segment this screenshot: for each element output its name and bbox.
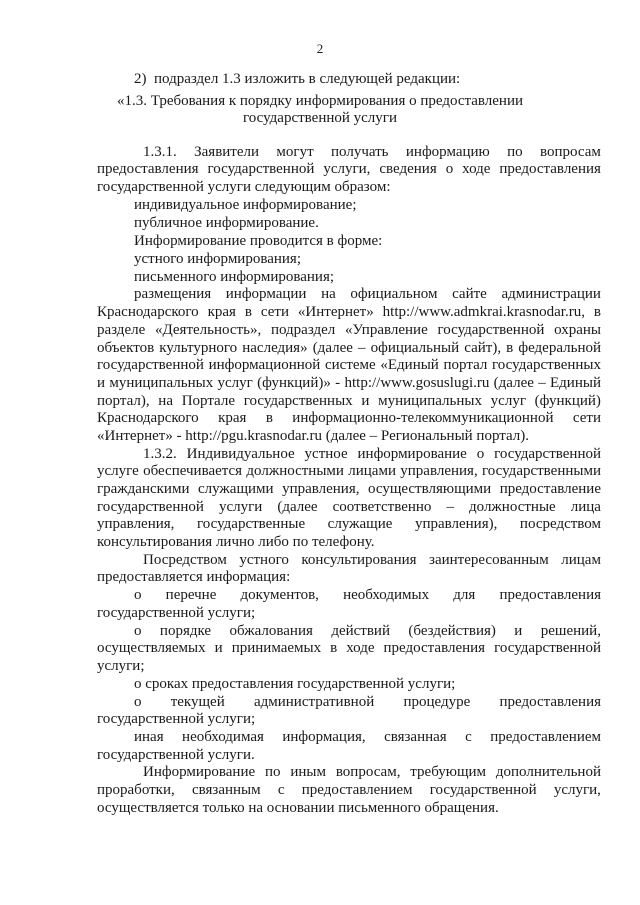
- word: о: [134, 694, 142, 710]
- word: услуги,: [323, 161, 371, 177]
- word: государственными: [482, 463, 601, 479]
- word: документов,: [240, 587, 319, 603]
- word: информацию: [405, 144, 490, 160]
- text-line: государственной услуги: [243, 110, 397, 126]
- word: обеспечивается: [143, 463, 243, 479]
- word: на: [321, 286, 336, 302]
- word: связанная: [384, 729, 447, 745]
- text-line: [97, 515, 601, 533]
- text-line: 2) подраздел 1.3 изложить в следующей редакции:: [134, 71, 461, 87]
- word: муниципальных: [378, 393, 482, 409]
- word: решений,: [540, 623, 601, 639]
- word: иная: [134, 729, 164, 745]
- word: предоставление: [499, 481, 601, 497]
- text-line: предоставляется информация:: [97, 569, 291, 585]
- word: предоставлением: [490, 729, 601, 745]
- word: государственной: [437, 322, 545, 338]
- word: управления,: [282, 481, 360, 497]
- word: лицам: [561, 552, 601, 568]
- word: в: [506, 340, 514, 356]
- word: портал),: [97, 393, 150, 409]
- word: получать: [331, 144, 389, 160]
- word: подраздел: [270, 322, 336, 338]
- word: дополнительной: [495, 764, 601, 780]
- word: связанным: [191, 782, 261, 798]
- word: (функций)»: [257, 375, 331, 391]
- word: требующим: [410, 764, 487, 780]
- text-line: индивидуальное информирование;: [134, 197, 357, 213]
- text-line: [97, 392, 601, 410]
- word: федеральной: [518, 340, 601, 356]
- text-line: [97, 303, 601, 321]
- word: «Управление: [345, 322, 428, 338]
- word: о: [445, 161, 454, 177]
- word: «Единый: [380, 357, 439, 373]
- text-line: [143, 445, 601, 463]
- word: Единый: [550, 375, 601, 391]
- word: необходимых: [343, 587, 430, 603]
- word: «Деятельность»,: [154, 322, 262, 338]
- word: и: [214, 640, 223, 656]
- word: информирование: [357, 446, 467, 462]
- word: информации: [225, 286, 307, 302]
- word: вопросам,: [335, 764, 401, 780]
- text-line: [134, 285, 601, 303]
- text-line: письменного информирования;: [134, 269, 335, 285]
- word: Информирование: [143, 764, 256, 780]
- word: о: [476, 446, 485, 462]
- text-line: [97, 781, 601, 799]
- word: посредством: [519, 516, 601, 532]
- word: официальном: [350, 286, 438, 302]
- text-line: [97, 409, 601, 427]
- word: текущей: [170, 694, 225, 710]
- word: для: [453, 587, 476, 603]
- word: предоставления: [499, 161, 601, 177]
- word: -: [335, 375, 341, 391]
- text-line: [97, 639, 601, 657]
- word: наследия»: [242, 340, 308, 356]
- text-line: [97, 321, 601, 339]
- word: консультирования: [301, 552, 417, 568]
- text-line: [134, 586, 601, 604]
- word: заинтересованным: [429, 552, 549, 568]
- word: на: [158, 393, 173, 409]
- word: размещения: [134, 286, 212, 302]
- word: (далее: [277, 499, 318, 515]
- word: устного: [239, 552, 289, 568]
- word: государственные: [196, 516, 306, 532]
- text-line: [97, 356, 601, 374]
- word: 1.3.2.: [143, 446, 177, 462]
- word: государственных: [492, 357, 601, 373]
- word: о: [134, 623, 142, 639]
- word: устное: [304, 446, 348, 462]
- text-line: [97, 480, 601, 498]
- text-line: [134, 728, 601, 746]
- word: муниципальных: [109, 375, 214, 391]
- text-line: «Интернет» - http://pgu.krasnodar.ru (далее – Региональный портал).: [97, 428, 530, 444]
- word: предоставления: [383, 640, 486, 656]
- word: сети: [260, 304, 289, 320]
- word: в: [330, 640, 338, 656]
- word: сети: [572, 410, 601, 426]
- word: портал: [443, 357, 488, 373]
- word: –: [538, 375, 546, 391]
- word: http://www.admkrai.krasnodar.ru,: [382, 304, 585, 320]
- word: объектов: [97, 340, 155, 356]
- text-line: [143, 551, 601, 569]
- word: края: [207, 304, 236, 320]
- text-line: государственной услуги.: [97, 747, 255, 763]
- text-line: [143, 763, 601, 781]
- word: информационной: [208, 357, 321, 373]
- word: с: [277, 782, 285, 798]
- word: лицами: [348, 463, 396, 479]
- word: по: [507, 144, 523, 160]
- word: должностные: [469, 499, 556, 515]
- text-line: устного информирования;: [134, 251, 301, 267]
- word: обжалования: [229, 623, 313, 639]
- word: государственной: [494, 446, 601, 462]
- word: предоставления: [499, 587, 601, 603]
- word: действий: [331, 623, 390, 639]
- text-line: государственной услуги;: [97, 711, 256, 727]
- word: с: [465, 729, 472, 745]
- text-line: «1.3. Требования к порядку информирования о предоставлении: [116, 93, 524, 109]
- word: Портале: [181, 393, 235, 409]
- word: Краснодарского: [97, 304, 199, 320]
- text-line: осуществляется только на основании письменного обращения.: [97, 800, 499, 816]
- word: ходе: [346, 640, 375, 656]
- word: осуществляющими: [367, 481, 492, 497]
- text-line: [143, 143, 601, 161]
- word: государственной: [97, 357, 204, 373]
- word: предоставлением: [301, 782, 413, 798]
- word: государственной: [207, 161, 315, 177]
- word: администрации: [501, 286, 601, 302]
- word: (далее: [493, 375, 534, 391]
- word: 1.3.1.: [143, 144, 177, 160]
- word: вопросам: [540, 144, 601, 160]
- word: официальный: [370, 340, 460, 356]
- word: административной: [253, 694, 375, 710]
- word: (бездействия): [408, 623, 496, 639]
- text-line: Информирование проводится в форме:: [134, 233, 383, 249]
- word: в: [265, 410, 273, 426]
- word: осуществляемых: [97, 640, 206, 656]
- text-line: консультирования лично либо по телефону.: [97, 534, 375, 550]
- word: проработки,: [97, 782, 175, 798]
- word: управления),: [414, 516, 498, 532]
- word: служащими: [197, 481, 274, 497]
- text-line: [134, 622, 601, 640]
- word: культурного: [159, 340, 238, 356]
- word: (далее: [312, 340, 353, 356]
- word: служащие: [327, 516, 393, 532]
- text-line: государственной услуги;: [97, 605, 256, 621]
- word: в: [244, 304, 252, 320]
- word: управления,: [400, 463, 478, 479]
- word: и: [97, 375, 106, 391]
- word: услуг: [217, 375, 253, 391]
- word: сведения: [379, 161, 437, 177]
- word: охраны: [554, 322, 601, 338]
- word: и: [361, 393, 370, 409]
- word: http://www.gosuslugi.ru: [344, 375, 490, 391]
- word: информация,: [282, 729, 366, 745]
- text-line: о сроках предоставления государственной услуги;: [134, 676, 456, 692]
- word: государственной: [494, 640, 601, 656]
- text-line: [97, 339, 601, 357]
- text-line: публичное информирование.: [134, 215, 319, 231]
- word: государственной: [429, 782, 537, 798]
- word: в: [593, 304, 601, 320]
- text-line: [97, 160, 601, 178]
- word: системе: [324, 357, 376, 373]
- word: по: [264, 764, 281, 780]
- text-line: государственной услуги следующим образом:: [97, 179, 391, 195]
- word: услуге: [97, 463, 139, 479]
- word: предоставления: [499, 694, 601, 710]
- word: разделе: [97, 322, 146, 338]
- word: порядке: [159, 623, 212, 639]
- word: услуг: [490, 393, 526, 409]
- word: государственных: [243, 393, 353, 409]
- word: информационно-телекоммуникационной: [292, 410, 554, 426]
- word: услуги: [218, 499, 263, 515]
- text-line: [97, 374, 601, 392]
- word: «Интернет»: [297, 304, 374, 320]
- word: Краснодарского: [97, 410, 199, 426]
- word: управления,: [97, 516, 175, 532]
- word: (функций): [534, 393, 601, 409]
- word: иным: [290, 764, 326, 780]
- word: государственной: [97, 499, 204, 515]
- word: о: [134, 587, 142, 603]
- word: процедуре: [403, 694, 471, 710]
- word: гражданскими: [97, 481, 190, 497]
- word: предоставления: [97, 161, 199, 177]
- word: Индивидуальное: [186, 446, 295, 462]
- word: сайт),: [464, 340, 502, 356]
- text-line: [97, 498, 601, 516]
- text-line: [97, 462, 601, 480]
- word: услуги,: [553, 782, 601, 798]
- text-line: услуги;: [97, 658, 145, 674]
- word: принимаемых: [231, 640, 322, 656]
- word: необходимая: [182, 729, 264, 745]
- word: должностными: [246, 463, 344, 479]
- word: –: [446, 499, 454, 515]
- word: края: [218, 410, 247, 426]
- word: лица: [570, 499, 601, 515]
- page-number: 2: [316, 41, 324, 56]
- text-line: [134, 693, 601, 711]
- word: –: [358, 340, 366, 356]
- word: Посредством: [143, 552, 227, 568]
- word: и: [514, 623, 523, 639]
- word: соответственно: [332, 499, 432, 515]
- word: Заявители: [194, 144, 260, 160]
- word: могут: [276, 144, 314, 160]
- word: перечне: [165, 587, 217, 603]
- word: сайте: [452, 286, 487, 302]
- word: ходе: [462, 161, 491, 177]
